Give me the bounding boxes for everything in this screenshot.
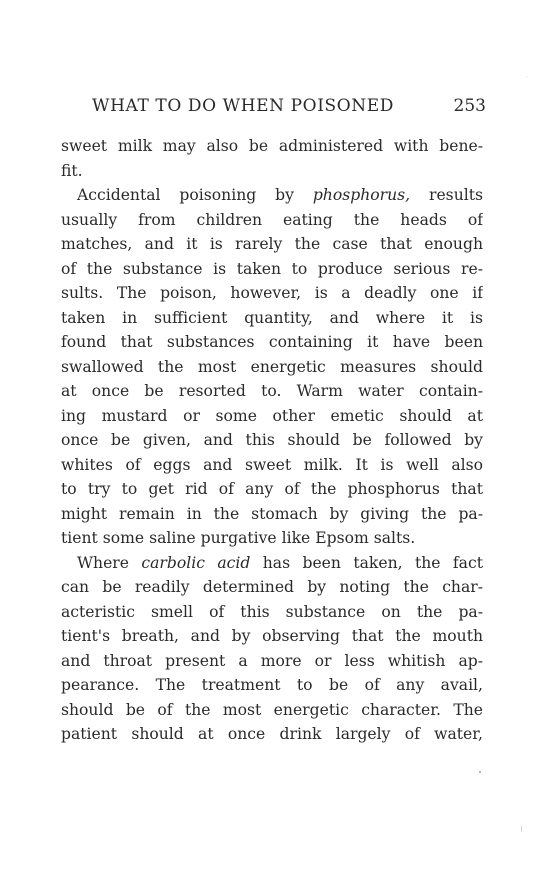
text-line: ing mustard or some other emetic should at <box>61 406 483 425</box>
text-line: acteristic smell of this substance on the pa- <box>61 602 483 621</box>
paragraph-start-line: Where carbolic acid has been taken, the fact <box>77 553 483 572</box>
paragraph-start-line: Accidental poisoning by phosphorus, results <box>77 186 483 204</box>
text-line: at once be resorted to. Warm water contain- <box>61 382 483 400</box>
text-line: can be readily determined by noting the char- <box>61 578 483 596</box>
text-line: of the substance is taken to produce serious re- <box>61 259 483 278</box>
text-line: to try to get rid of any of the phosphorus that <box>61 480 483 498</box>
text-line: and throat present a more or less whitish ap- <box>61 651 483 670</box>
text-line: should be of the most energetic character. The <box>61 700 483 719</box>
print-speck <box>521 826 522 832</box>
text-line: patient should at once drink largely of water, <box>61 725 483 743</box>
running-head <box>92 96 486 120</box>
text-line: found that substances containing it have been <box>61 333 483 351</box>
text-line: taken in sufficient quantity, and where it is <box>61 308 483 327</box>
text-line: might remain in the stomach by giving the pa- <box>61 504 483 523</box>
text-line: fit. <box>61 161 83 180</box>
text-line: matches, and it is rarely the case that enough <box>61 235 483 253</box>
print-speck <box>526 76 527 77</box>
text-line: whites of eggs and sweet milk. It is well also <box>61 455 483 474</box>
running-title: WHAT TO DO WHEN POISONED <box>92 96 395 116</box>
page-number: 253 <box>453 96 486 116</box>
text-line: tient's breath, and by observing that the mouth <box>61 627 483 645</box>
text-line: once be given, and this should be followed by <box>61 431 483 449</box>
print-speck <box>479 771 481 773</box>
text-line: usually from children eating the heads of <box>61 210 483 229</box>
emphasized-term: carbolic acid <box>141 553 251 572</box>
emphasized-term: phosphorus, <box>312 186 411 204</box>
text-line: pearance. The treatment to be of any avail, <box>61 676 483 694</box>
body-text <box>61 134 483 747</box>
text-line: swallowed the most energetic measures should <box>61 357 483 376</box>
text-line: sults. The poison, however, is a deadly one if <box>61 284 483 302</box>
text-line: sweet milk may also be administered with bene- <box>61 137 483 155</box>
text-line: tient some saline purgative like Epsom salts. <box>61 529 416 547</box>
